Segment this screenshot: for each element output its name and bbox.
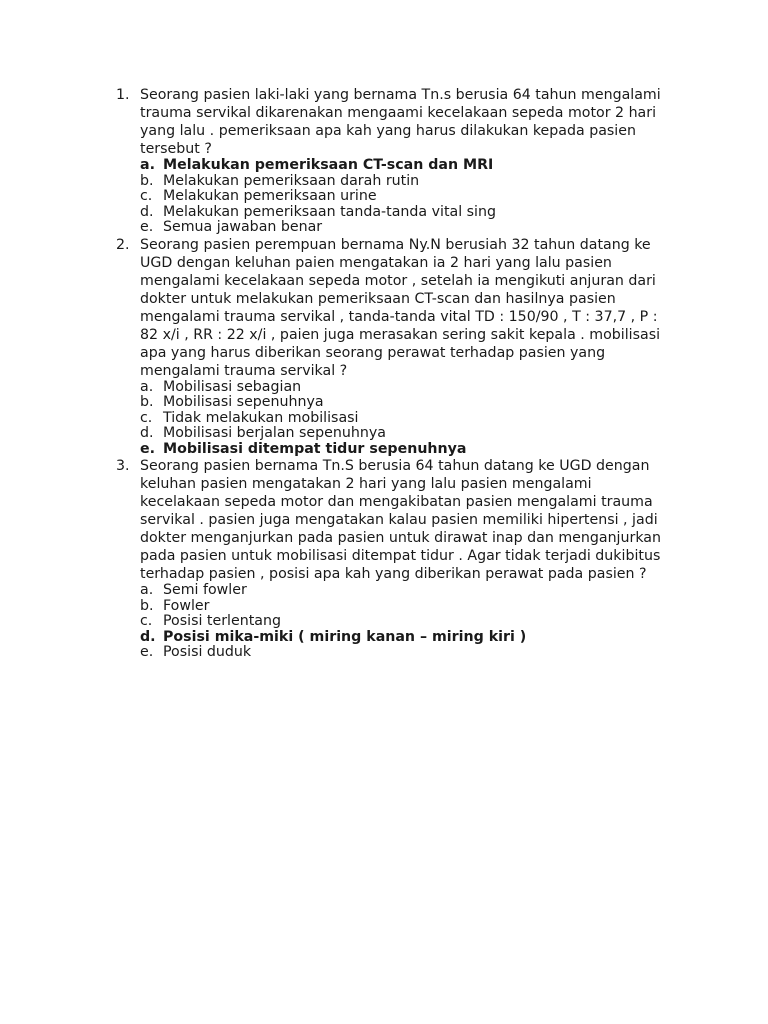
option-letter: d. [140, 628, 156, 645]
option-letter: a. [140, 582, 154, 598]
option-text: Tidak melakukan mobilisasi [163, 409, 359, 426]
option-a [140, 380, 676, 396]
option-letter: a. [140, 378, 154, 395]
option-text: Mobilisasi ditempat tidur sepenuhnya [163, 440, 467, 457]
option-text: Mobilisasi sebagian [163, 378, 302, 395]
option-text: Mobilisasi berjalan sepenuhnya [163, 425, 386, 441]
option-text: Mobilisasi sepenuhnya [163, 394, 324, 410]
option-text: Melakukan pemeriksaan tanda-tanda vital sing [163, 203, 496, 220]
question-2 [116, 236, 676, 458]
option-c [140, 614, 676, 630]
option-b [140, 395, 676, 411]
option-letter: b. [140, 597, 154, 614]
option-text: Posisi mika-miki ( miring kanan – miring kiri ) [163, 628, 527, 645]
option-letter: d. [140, 203, 154, 220]
question-text: Seorang pasien bernama Tn.S berusia 64 tahun datang ke UGD dengan keluhan pasien mengatakan 2 hari yang lalu pasien mengalami kecelakaan sepeda motor dan mengakibatan pasien mengalami trauma servikal . pasien juga mengatakan kalau pasien memiliki hipertensi , jadi dokter menganjurkan pada pasien untuk dirawat inap dan menganjurkan pada pasien untuk mobilisasi ditempat tidur . Agar tidak terjadi dukibitus terhadap pasien , posisi apa kah yang diberikan perawat pada pasien ? [140, 458, 661, 582]
question-text: Seorang pasien perempuan bernama Ny.N berusiah 32 tahun datang ke UGD dengan keluhan paien mengatakan ia 2 hari yang lalu pasien mengalami kecelakaan sepeda motor , setelah ia mengikuti anjuran dari dokter untuk melakukan pemeriksaan CT-scan dan hasilnya pasien mengalami trauma servikal , tanda-tanda vital TD : 150/90 , T : 37,7 , P : 82 x/i , RR : 22 x/i , paien juga merasakan sering sakit kepala . mobilisasi apa yang harus diberikan seorang perawat terhadap pasien yang mengalami trauma servikal ? [140, 236, 661, 379]
option-a [140, 583, 676, 599]
option-e [140, 220, 676, 236]
option-d [140, 630, 676, 646]
option-letter: d. [140, 425, 154, 441]
option-letter: b. [140, 394, 154, 410]
option-letter: b. [140, 172, 154, 189]
option-text: Posisi duduk [163, 644, 252, 660]
option-letter: c. [140, 409, 153, 426]
option-d [140, 426, 676, 442]
question-number: 3. [116, 458, 130, 474]
option-letter: e. [140, 440, 156, 457]
option-list [140, 583, 676, 661]
option-text: Fowler [163, 597, 210, 614]
option-b [140, 599, 676, 615]
option-text: Semua jawaban benar [163, 219, 323, 235]
option-text: Melakukan pemeriksaan darah rutin [163, 172, 420, 189]
option-letter: c. [140, 188, 153, 204]
option-list [140, 380, 676, 458]
option-e [140, 442, 676, 458]
option-letter: c. [140, 613, 153, 629]
option-list [140, 158, 676, 236]
option-b [140, 174, 676, 190]
question-text: Seorang pasien laki-laki yang bernama Tn.s berusia 64 tahun mengalami trauma servikal dikarenakan mengaami kecelakaan sepeda motor 2 hari yang lalu . pemeriksaan apa kah yang harus dilakukan kepada pasien tersebut ? [140, 87, 661, 157]
option-text: Semi fowler [163, 582, 247, 598]
question-number: 1. [116, 87, 130, 103]
option-letter: a. [140, 157, 155, 173]
question-1 [116, 86, 676, 236]
option-e [140, 645, 676, 661]
option-text: Melakukan pemeriksaan urine [163, 188, 377, 204]
option-text: Posisi terlentang [163, 613, 281, 629]
option-a [140, 158, 676, 174]
option-text: Melakukan pemeriksaan CT-scan dan MRI [163, 157, 494, 173]
option-letter: e. [140, 644, 154, 660]
option-d [140, 205, 676, 221]
option-c [140, 411, 676, 427]
question-number: 2. [116, 236, 130, 253]
question-list [116, 86, 676, 661]
option-letter: e. [140, 219, 154, 235]
option-c [140, 189, 676, 205]
question-3 [116, 457, 676, 661]
